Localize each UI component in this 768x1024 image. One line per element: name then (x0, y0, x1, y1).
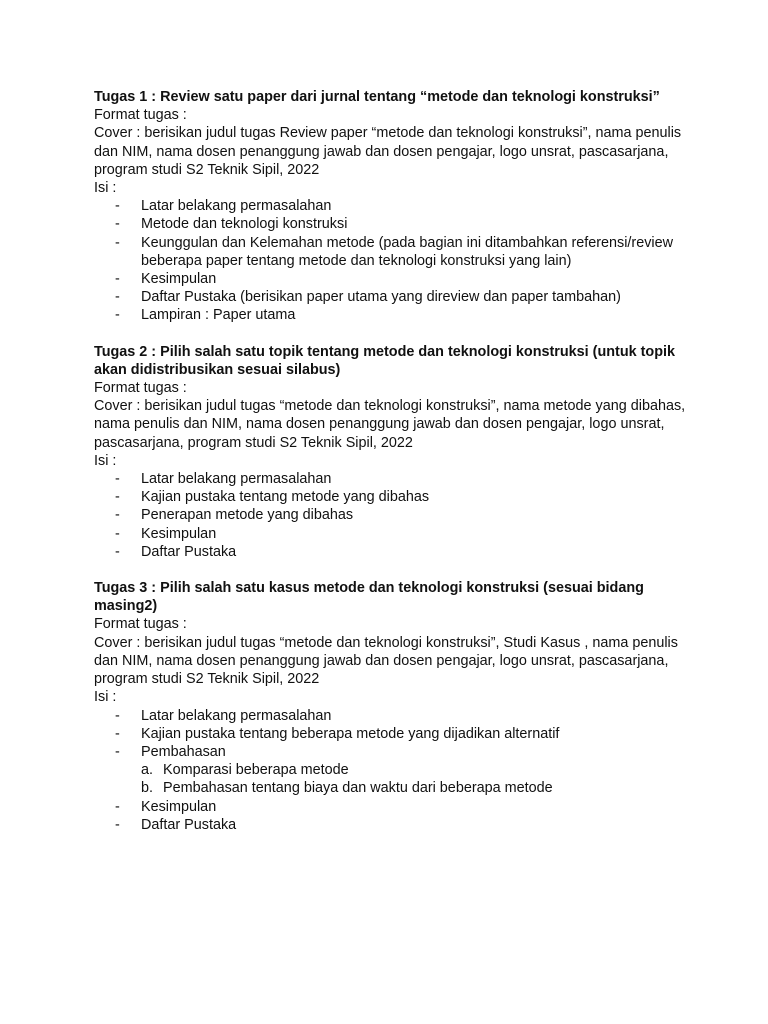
list-item-text: Daftar Pustaka (141, 816, 237, 833)
list-item (94, 707, 694, 725)
task-3-format-label: Format tugas : (94, 616, 187, 633)
list-item (94, 743, 694, 798)
task-1-heading: Tugas 1 : Review satu paper dari jurnal tentang “metode dan teknologi konstruksi” (94, 89, 660, 105)
task-2-heading: Tugas 2 : Pilih salah satu topik tentang metode dan teknologi konstruksi (untuk topik akan didistribusikan sesuai silabus) (94, 343, 676, 378)
list-item (94, 506, 694, 524)
list-item (94, 288, 694, 306)
dash-bullet: - (115, 798, 120, 815)
dash-bullet: - (115, 816, 120, 833)
list-item (94, 470, 694, 488)
list-item-text: Kajian pustaka tentang beberapa metode yang dijadikan alternatif (141, 725, 560, 742)
task-2-section (94, 343, 694, 561)
task-2-format-label: Format tugas : (94, 380, 187, 397)
list-item-text: Latar belakang permasalahan (141, 471, 332, 488)
list-item-text: Kesimpulan (141, 525, 217, 542)
list-item-text: Kajian pustaka tentang metode yang dibahas (141, 489, 430, 506)
list-item (94, 543, 694, 561)
list-item-text: Pembahasan (141, 743, 226, 760)
dash-bullet: - (115, 725, 120, 742)
dash-bullet: - (115, 198, 120, 215)
dash-bullet: - (115, 307, 120, 324)
sublist-marker: b. (141, 780, 154, 797)
list-item-text: Lampiran : Paper utama (141, 307, 296, 324)
task-3-items (94, 707, 694, 834)
list-item (94, 270, 694, 288)
dash-bullet: - (115, 271, 120, 288)
task-1-section (94, 88, 694, 325)
dash-bullet: - (115, 489, 120, 506)
dash-bullet: - (115, 234, 120, 251)
task-2-isi-label: Isi : (94, 452, 117, 469)
task-3-section (94, 579, 694, 834)
list-item (94, 234, 694, 270)
list-item-text: Latar belakang permasalahan (141, 198, 332, 215)
dash-bullet: - (115, 471, 120, 488)
list-item (94, 215, 694, 233)
sublist-item-text: Komparasi beberapa metode (163, 762, 349, 779)
list-item (94, 725, 694, 743)
sublist-item (141, 761, 694, 779)
task-3-isi-label: Isi : (94, 689, 117, 706)
dash-bullet: - (115, 289, 120, 306)
task-1-format-label: Format tugas : (94, 107, 187, 124)
dash-bullet: - (115, 543, 120, 560)
list-item-text: Penerapan metode yang dibahas (141, 507, 354, 524)
list-item (94, 525, 694, 543)
list-item (94, 306, 694, 324)
task-1-items (94, 197, 694, 324)
task-3-heading: Tugas 3 : Pilih salah satu kasus metode dan teknologi konstruksi (sesuai bidang masing2) (94, 580, 644, 615)
list-item-text: Daftar Pustaka (berisikan paper utama yang direview dan paper tambahan) (141, 289, 621, 306)
dash-bullet: - (115, 525, 120, 542)
list-item-text: Keunggulan dan Kelemahan metode (pada bagian ini ditambahkan referensi/review beberapa paper tentang metode dan teknologi konstruksi yang lain) (141, 234, 674, 269)
list-item-text: Latar belakang permasalahan (141, 707, 332, 724)
list-item-text: Kesimpulan (141, 271, 217, 288)
dash-bullet: - (115, 507, 120, 524)
task-1-cover: Cover : berisikan judul tugas Review paper “metode dan teknologi konstruksi”, nama penulis dan NIM, nama dosen penanggung jawab dan dosen pengajar, logo unsrat, pascasarjana, program studi S2 Teknik Sipil, 2022 (94, 125, 682, 178)
dash-bullet: - (115, 707, 120, 724)
dash-bullet: - (115, 216, 120, 233)
dash-bullet: - (115, 743, 120, 760)
list-item-text: Kesimpulan (141, 798, 217, 815)
task-3-cover: Cover : berisikan judul tugas “metode dan teknologi konstruksi”, Studi Kasus , nama penulis dan NIM, nama dosen penanggung jawab dan dosen pengajar, logo unsrat, pascasarjana, program studi S2 Teknik Sipil, 2022 (94, 634, 678, 688)
pembahasan-sublist (141, 761, 694, 797)
list-item (94, 197, 694, 215)
list-item-text: Daftar Pustaka (141, 543, 237, 560)
sublist-marker: a. (141, 762, 154, 779)
sublist-item-text: Pembahasan tentang biaya dan waktu dari beberapa metode (163, 780, 553, 797)
task-2-items (94, 470, 694, 561)
sublist-item (141, 779, 694, 797)
task-1-isi-label: Isi : (94, 180, 117, 197)
document-page (94, 88, 694, 834)
task-2-cover: Cover : berisikan judul tugas “metode dan teknologi konstruksi”, nama metode yang dibahas, nama penulis dan NIM, nama dosen penanggung jawab dan dosen pengajar, logo unsrat, pascasarjana, program studi S2 Teknik Sipil, 2022 (94, 398, 686, 451)
list-item (94, 816, 694, 834)
list-item (94, 488, 694, 506)
list-item-text: Metode dan teknologi konstruksi (141, 216, 348, 233)
list-item (94, 798, 694, 816)
